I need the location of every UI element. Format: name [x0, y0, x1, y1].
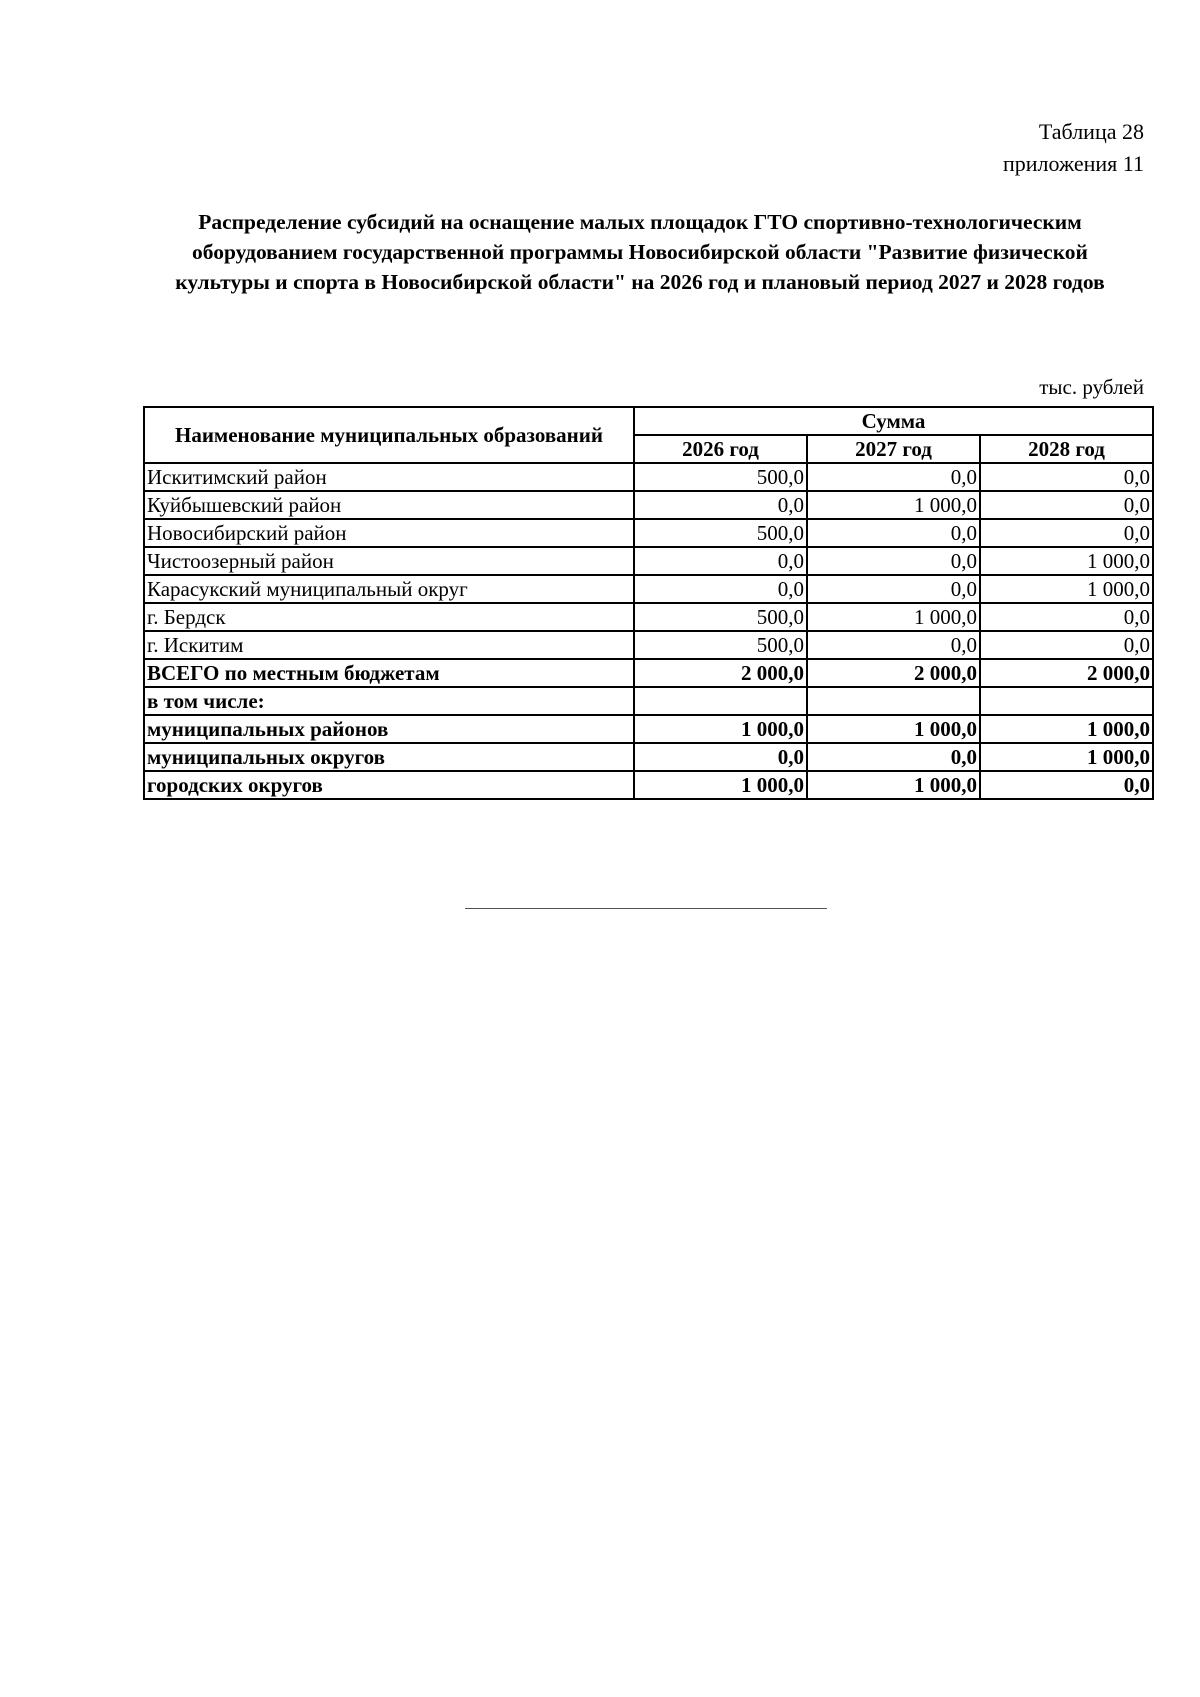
row-value-2027: 0,0 [807, 575, 980, 603]
table-number: Таблица 28 [1038, 119, 1144, 144]
breakdown-value-2026: 1 000,0 [634, 771, 807, 799]
including-label: в том числе: [144, 687, 634, 715]
row-value-2027: 1 000,0 [807, 603, 980, 631]
end-separator-line [465, 908, 827, 909]
breakdown-value-2027: 1 000,0 [807, 771, 980, 799]
total-value-2028: 2 000,0 [980, 659, 1153, 687]
row-name: Искитимский район [144, 463, 634, 491]
table-row [144, 603, 1153, 631]
breakdown-row [144, 743, 1153, 771]
row-value-2026: 500,0 [634, 463, 807, 491]
row-value-2026: 0,0 [634, 491, 807, 519]
row-name: Новосибирский район [144, 519, 634, 547]
row-value-2026: 0,0 [634, 575, 807, 603]
row-value-2026: 500,0 [634, 631, 807, 659]
breakdown-label: городских округов [144, 771, 634, 799]
document-title: Распределение субсидий на оснащение малых площадок ГТО спортивно-технологическим оборудованием государственной программы Новосибирской области "Развитие физической культуры и спорта в Новосибирской области" на 2026 год и плановый период 2027 и 2028 годов [175, 210, 1105, 294]
breakdown-row [144, 771, 1153, 799]
column-header-name: Наименование муниципальных образований [144, 407, 634, 463]
row-value-2026: 0,0 [634, 547, 807, 575]
breakdown-label: муниципальных районов [144, 715, 634, 743]
empty-cell [634, 687, 807, 715]
breakdown-row [144, 715, 1153, 743]
breakdown-value-2027: 0,0 [807, 743, 980, 771]
empty-cell [980, 687, 1153, 715]
row-value-2026: 500,0 [634, 519, 807, 547]
breakdown-value-2028: 1 000,0 [980, 715, 1153, 743]
breakdown-value-2027: 1 000,0 [807, 715, 980, 743]
table-row [144, 575, 1153, 603]
row-value-2026: 500,0 [634, 603, 807, 631]
including-row [144, 687, 1153, 715]
breakdown-value-2028: 1 000,0 [980, 743, 1153, 771]
table-row [144, 463, 1153, 491]
row-name: Куйбышевский район [144, 491, 634, 519]
table-reference [1003, 116, 1144, 180]
row-value-2027: 0,0 [807, 631, 980, 659]
row-name: Карасукский муниципальный округ [144, 575, 634, 603]
row-value-2028: 0,0 [980, 463, 1153, 491]
row-name: Чистоозерный район [144, 547, 634, 575]
breakdown-value-2026: 1 000,0 [634, 715, 807, 743]
row-value-2028: 0,0 [980, 519, 1153, 547]
row-value-2028: 1 000,0 [980, 547, 1153, 575]
row-value-2028: 0,0 [980, 603, 1153, 631]
row-value-2028: 1 000,0 [980, 575, 1153, 603]
empty-cell [807, 687, 980, 715]
total-label: ВСЕГО по местным бюджетам [144, 659, 634, 687]
breakdown-label: муниципальных округов [144, 743, 634, 771]
total-value-2026: 2 000,0 [634, 659, 807, 687]
total-value-2027: 2 000,0 [807, 659, 980, 687]
row-value-2028: 0,0 [980, 491, 1153, 519]
units-label: тыс. рублей [1039, 375, 1144, 399]
column-header-2026: 2026 год [634, 435, 807, 463]
table-row [144, 631, 1153, 659]
column-header-2027: 2027 год [807, 435, 980, 463]
row-name: г. Искитим [144, 631, 634, 659]
column-header-sum: Сумма [634, 407, 1153, 435]
row-value-2028: 0,0 [980, 631, 1153, 659]
appendix-number: приложения 11 [1002, 151, 1144, 176]
row-name: г. Бердск [144, 603, 634, 631]
subsidy-table [143, 406, 1154, 800]
breakdown-value-2028: 0,0 [980, 771, 1153, 799]
breakdown-value-2026: 0,0 [634, 743, 807, 771]
column-header-2028: 2028 год [980, 435, 1153, 463]
table-row [144, 519, 1153, 547]
table-row [144, 491, 1153, 519]
row-value-2027: 0,0 [807, 463, 980, 491]
row-value-2027: 1 000,0 [807, 491, 980, 519]
table-row [144, 547, 1153, 575]
row-value-2027: 0,0 [807, 519, 980, 547]
total-row [144, 659, 1153, 687]
row-value-2027: 0,0 [807, 547, 980, 575]
